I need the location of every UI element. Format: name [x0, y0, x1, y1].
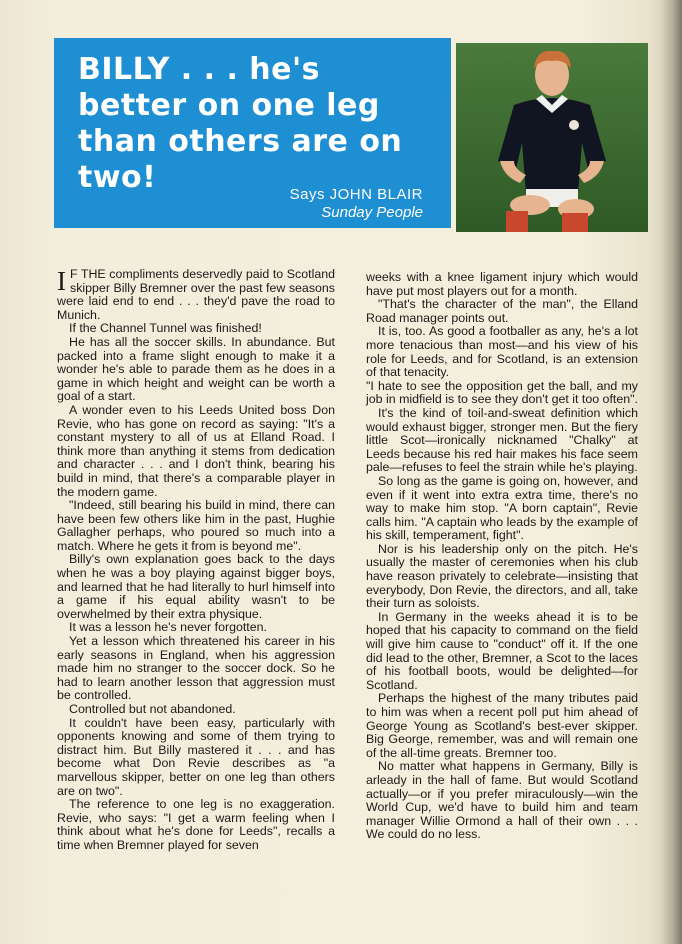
byline-author: Says JOHN BLAIR: [289, 186, 423, 203]
article-paragraph: It couldn't have been easy, particularly with opponents knowing and some of them trying to distract him. But Billy mastered it . . . and has become what Don Revie describes as "a marvellous skipper, better on one leg than others are on two".: [57, 715, 335, 798]
article-paragraph: No matter what happens in Germany, Billy is arleady in the hall of fame. But would Scotland actually—or if you prefer miraculously—win the World Cup, we'd have to build him and team manager Willie Ormond a hall of their own . . . We could do no less.: [366, 759, 638, 842]
article-paragraph: "Indeed, still bearing his build in mind, there can have been few others like him in the past, Hughie Gallagher perhaps, who poured so much into a match. Where he gets it from is beyond me".: [57, 498, 335, 553]
byline-publication: Sunday People: [321, 204, 423, 221]
article-paragraph: It is, too. As good a footballer as any, he's a lot more tenacious than most—and his view of his role for Leeds, and for Scotland, is an extension of that tenacity.: [366, 324, 638, 380]
article-paragraph: "I hate to see the opposition get the ball, and my job in midfield is to see they don't get it too often".: [366, 378, 638, 407]
article-paragraph: In Germany in the weeks ahead it is to be hoped that his capacity to command on the field will give him cause to "conduct" off it. If the one did lead to the other, Bremner, a Scot to the laces of his football boots, would be delighted—for Scotland.: [366, 609, 638, 692]
article-paragraph: It was a lesson he's never forgotten.: [69, 620, 267, 635]
article-paragraph: Perhaps the highest of the many tributes paid to him was when a recent poll put him ahead of George Young as Scotland's best-ever skipper. Big George, remember, was and will remain one of the all-time greats. Bremner too.: [366, 691, 638, 760]
page-spine-shadow: [660, 0, 682, 944]
article-paragraph: Nor is his leadership only on the pitch. He's usually the master of ceremonies when his club have reason privately to celebrate—insisting that everybody, Don Revie, the directors, and all, take their turn as soloists.: [366, 541, 638, 611]
article-paragraph: Controlled but not abandoned.: [69, 702, 236, 716]
article-paragraph: If the Channel Tunnel was finished!: [69, 321, 262, 336]
player-photo: [456, 43, 648, 232]
article-paragraph: A wonder even to his Leeds United boss Don Revie, who has gone on record as saying: "It's a constant mystery to all of us at Elland Road. I think more than anything it stems from dedication and character . . . and I don't think, bearing his build in mind, that there's a comparable player in the modern game.: [57, 402, 335, 499]
article-column-right: [366, 271, 638, 842]
article-paragraph: It's the kind of toil-and-sweat definition which would exhaust bigger, stronger men. But the fiery little Scot—ironically nicknamed "Chalky" at Leeds because his red hair makes his face seem pale—refuses to feel the strain while he's playing.: [366, 405, 638, 475]
headline: BILLY . . . he's better on one leg than others are on two!: [78, 52, 403, 195]
article-paragraph: weeks with a knee ligament injury which would have put most players out for a month.: [366, 270, 638, 298]
article-paragraph: He has all the soccer skills. In abundance. But packed into a frame slight enough to make it a wonder he's able to parade them as he does in a game in which height and weight can be worth a goal of a start.: [57, 334, 335, 404]
drop-cap: I: [57, 266, 66, 296]
article-paragraph: So long as the game is going on, however, and even if it went into extra extra time, there's no way to make him stop. "A born captain", Revie calls him. "A captain who leads by the example of his skill, temperament, fight".: [366, 473, 638, 543]
article-paragraph: "That's the character of the man", the Elland Road manager points out.: [366, 297, 638, 325]
byline: [290, 186, 423, 222]
player-photo-image: [456, 43, 648, 232]
headline-panel: [54, 38, 451, 228]
article-paragraph: I F THE compliments deservedly paid to Scotland skipper Billy Bremner over the past few seasons were laid end to end . . . they'd pave the road to Munich.: [57, 266, 335, 322]
article-paragraph: Billy's own explanation goes back to the days when he was a boy playing against bigger boys, and learned that he had literally to hurl himself into a game if his equal ability wasn't to be overwhelmed by their extra physique.: [57, 552, 335, 621]
article-column-left: [57, 268, 335, 853]
article-paragraph: The reference to one leg is no exaggeration. Revie, who says: "I get a warm feeling when I think about what he's done for Leeds", recalls a time when Bremner played for seven: [57, 797, 335, 852]
article-paragraph: Yet a lesson which threatened his career in his early seasons in England, when his aggression made him no stranger to the soccer dock. So he had to learn another lesson that aggression must be controlled.: [57, 634, 335, 703]
